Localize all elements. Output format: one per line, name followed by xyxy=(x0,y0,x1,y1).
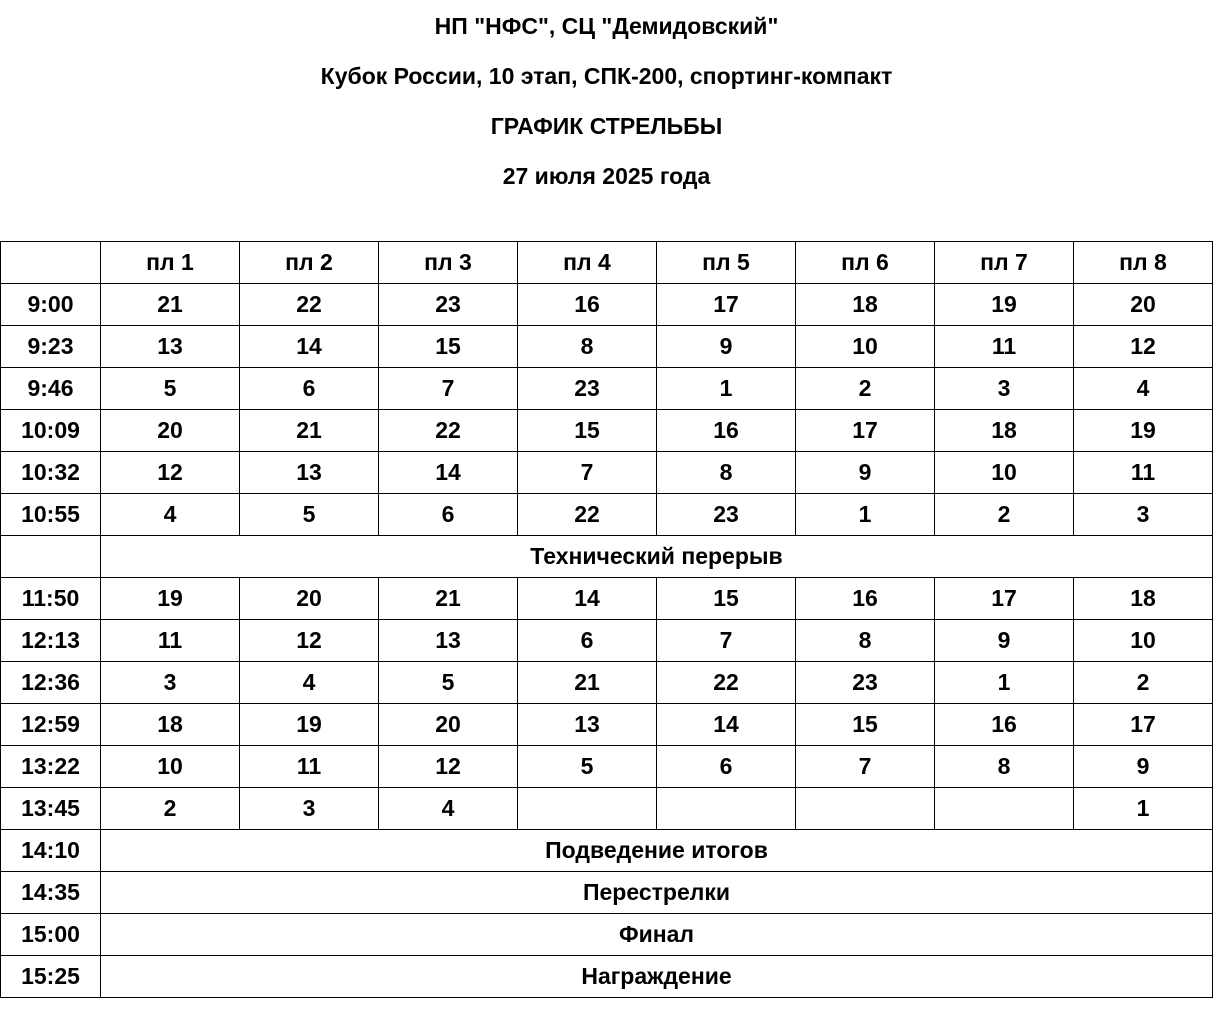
squad-cell: 14 xyxy=(657,704,796,746)
schedule-body xyxy=(1,284,1213,998)
squad-cell: 11 xyxy=(240,746,379,788)
time-cell: 11:50 xyxy=(1,578,101,620)
squad-cell: 13 xyxy=(101,326,240,368)
squad-cell: 15 xyxy=(796,704,935,746)
time-cell xyxy=(1,536,101,578)
squad-cell: 2 xyxy=(1074,662,1213,704)
squad-cell: 4 xyxy=(101,494,240,536)
squad-cell: 7 xyxy=(379,368,518,410)
squad-cell: 10 xyxy=(935,452,1074,494)
squad-cell: 15 xyxy=(379,326,518,368)
squad-cell: 13 xyxy=(240,452,379,494)
squad-cell: 18 xyxy=(1074,578,1213,620)
squad-cell: 22 xyxy=(379,410,518,452)
corner-cell xyxy=(1,242,101,284)
time-cell: 13:45 xyxy=(1,788,101,830)
squad-cell: 2 xyxy=(935,494,1074,536)
squad-cell: 22 xyxy=(240,284,379,326)
table-row xyxy=(1,494,1213,536)
squad-cell: 18 xyxy=(935,410,1074,452)
schedule-table xyxy=(0,241,1213,998)
squad-cell: 23 xyxy=(518,368,657,410)
squad-cell: 4 xyxy=(1074,368,1213,410)
time-cell: 9:46 xyxy=(1,368,101,410)
table-row xyxy=(1,284,1213,326)
squad-cell: 3 xyxy=(935,368,1074,410)
squad-cell: 23 xyxy=(379,284,518,326)
table-row-event xyxy=(1,536,1213,578)
squad-cell: 15 xyxy=(518,410,657,452)
time-cell: 12:36 xyxy=(1,662,101,704)
squad-cell xyxy=(796,788,935,830)
squad-cell: 14 xyxy=(518,578,657,620)
squad-cell: 11 xyxy=(101,620,240,662)
squad-cell: 21 xyxy=(518,662,657,704)
event-cell: Перестрелки xyxy=(101,872,1213,914)
header-event: Кубок России, 10 этап, СПК-200, спортинг-компакт xyxy=(320,63,893,89)
squad-cell: 10 xyxy=(1074,620,1213,662)
table-row xyxy=(1,620,1213,662)
squad-cell: 9 xyxy=(1074,746,1213,788)
squad-cell: 6 xyxy=(518,620,657,662)
squad-cell: 20 xyxy=(240,578,379,620)
table-row xyxy=(1,746,1213,788)
squad-cell: 19 xyxy=(101,578,240,620)
squad-cell: 5 xyxy=(101,368,240,410)
header-date: 27 июля 2025 года xyxy=(502,163,711,189)
squad-cell: 12 xyxy=(1074,326,1213,368)
table-row-event xyxy=(1,914,1213,956)
squad-cell: 16 xyxy=(796,578,935,620)
table-row xyxy=(1,452,1213,494)
squad-cell: 3 xyxy=(101,662,240,704)
time-cell: 15:25 xyxy=(1,956,101,998)
time-cell: 10:32 xyxy=(1,452,101,494)
squad-cell: 8 xyxy=(796,620,935,662)
squad-cell: 5 xyxy=(518,746,657,788)
squad-cell: 3 xyxy=(1074,494,1213,536)
table-row xyxy=(1,326,1213,368)
squad-cell: 2 xyxy=(101,788,240,830)
time-cell: 9:00 xyxy=(1,284,101,326)
squad-cell: 21 xyxy=(101,284,240,326)
squad-cell: 20 xyxy=(1074,284,1213,326)
squad-cell: 5 xyxy=(240,494,379,536)
squad-cell: 8 xyxy=(518,326,657,368)
squad-cell: 23 xyxy=(796,662,935,704)
squad-cell: 14 xyxy=(240,326,379,368)
squad-cell: 4 xyxy=(379,788,518,830)
squad-cell xyxy=(935,788,1074,830)
squad-cell: 8 xyxy=(657,452,796,494)
table-row xyxy=(1,788,1213,830)
event-cell: Награждение xyxy=(101,956,1213,998)
table-row-event xyxy=(1,872,1213,914)
squad-cell: 10 xyxy=(101,746,240,788)
squad-cell: 6 xyxy=(379,494,518,536)
header-organization: НП "НФС", СЦ "Демидовский" xyxy=(434,13,779,39)
squad-cell: 3 xyxy=(240,788,379,830)
time-cell: 12:59 xyxy=(1,704,101,746)
squad-cell: 22 xyxy=(657,662,796,704)
squad-cell: 19 xyxy=(935,284,1074,326)
squad-cell: 21 xyxy=(240,410,379,452)
time-cell: 9:23 xyxy=(1,326,101,368)
squad-cell: 22 xyxy=(518,494,657,536)
squad-cell: 1 xyxy=(796,494,935,536)
squad-cell: 12 xyxy=(379,746,518,788)
squad-cell: 15 xyxy=(657,578,796,620)
table-row xyxy=(1,578,1213,620)
squad-cell: 13 xyxy=(379,620,518,662)
squad-cell: 18 xyxy=(796,284,935,326)
column-header: пл 2 xyxy=(240,242,379,284)
squad-cell: 8 xyxy=(935,746,1074,788)
squad-cell: 12 xyxy=(101,452,240,494)
time-cell: 15:00 xyxy=(1,914,101,956)
table-row xyxy=(1,704,1213,746)
squad-cell: 19 xyxy=(240,704,379,746)
squad-cell: 1 xyxy=(657,368,796,410)
squad-cell xyxy=(657,788,796,830)
time-cell: 13:22 xyxy=(1,746,101,788)
squad-cell: 9 xyxy=(657,326,796,368)
squad-cell: 10 xyxy=(796,326,935,368)
squad-cell: 6 xyxy=(657,746,796,788)
column-header: пл 7 xyxy=(935,242,1074,284)
column-header: пл 3 xyxy=(379,242,518,284)
squad-cell: 11 xyxy=(935,326,1074,368)
squad-cell: 4 xyxy=(240,662,379,704)
squad-cell: 9 xyxy=(935,620,1074,662)
time-cell: 10:09 xyxy=(1,410,101,452)
squad-cell: 16 xyxy=(518,284,657,326)
squad-cell: 1 xyxy=(1074,788,1213,830)
event-cell: Финал xyxy=(101,914,1213,956)
squad-cell: 1 xyxy=(935,662,1074,704)
column-header: пл 4 xyxy=(518,242,657,284)
table-row xyxy=(1,662,1213,704)
time-cell: 10:55 xyxy=(1,494,101,536)
column-header: пл 6 xyxy=(796,242,935,284)
squad-cell: 21 xyxy=(379,578,518,620)
table-header-row xyxy=(1,242,1213,284)
squad-cell: 20 xyxy=(101,410,240,452)
squad-cell: 17 xyxy=(796,410,935,452)
squad-cell: 9 xyxy=(796,452,935,494)
column-header: пл 8 xyxy=(1074,242,1213,284)
column-header: пл 1 xyxy=(101,242,240,284)
squad-cell: 11 xyxy=(1074,452,1213,494)
squad-cell: 19 xyxy=(1074,410,1213,452)
event-cell: Технический перерыв xyxy=(101,536,1213,578)
squad-cell: 6 xyxy=(240,368,379,410)
squad-cell: 13 xyxy=(518,704,657,746)
time-cell: 12:13 xyxy=(1,620,101,662)
time-cell: 14:35 xyxy=(1,872,101,914)
squad-cell: 23 xyxy=(657,494,796,536)
time-cell: 14:10 xyxy=(1,830,101,872)
squad-cell: 16 xyxy=(657,410,796,452)
squad-cell: 5 xyxy=(379,662,518,704)
table-row-event xyxy=(1,956,1213,998)
squad-cell: 17 xyxy=(935,578,1074,620)
squad-cell: 12 xyxy=(240,620,379,662)
squad-cell: 17 xyxy=(1074,704,1213,746)
squad-cell: 7 xyxy=(657,620,796,662)
squad-cell: 20 xyxy=(379,704,518,746)
squad-cell: 7 xyxy=(796,746,935,788)
event-cell: Подведение итогов xyxy=(101,830,1213,872)
table-row xyxy=(1,410,1213,452)
header-schedule-title: ГРАФИК СТРЕЛЬБЫ xyxy=(490,113,723,139)
table-row xyxy=(1,368,1213,410)
squad-cell: 17 xyxy=(657,284,796,326)
squad-cell: 18 xyxy=(101,704,240,746)
squad-cell: 16 xyxy=(935,704,1074,746)
squad-cell: 2 xyxy=(796,368,935,410)
table-row-event xyxy=(1,830,1213,872)
squad-cell: 14 xyxy=(379,452,518,494)
squad-cell xyxy=(518,788,657,830)
squad-cell: 7 xyxy=(518,452,657,494)
column-header: пл 5 xyxy=(657,242,796,284)
